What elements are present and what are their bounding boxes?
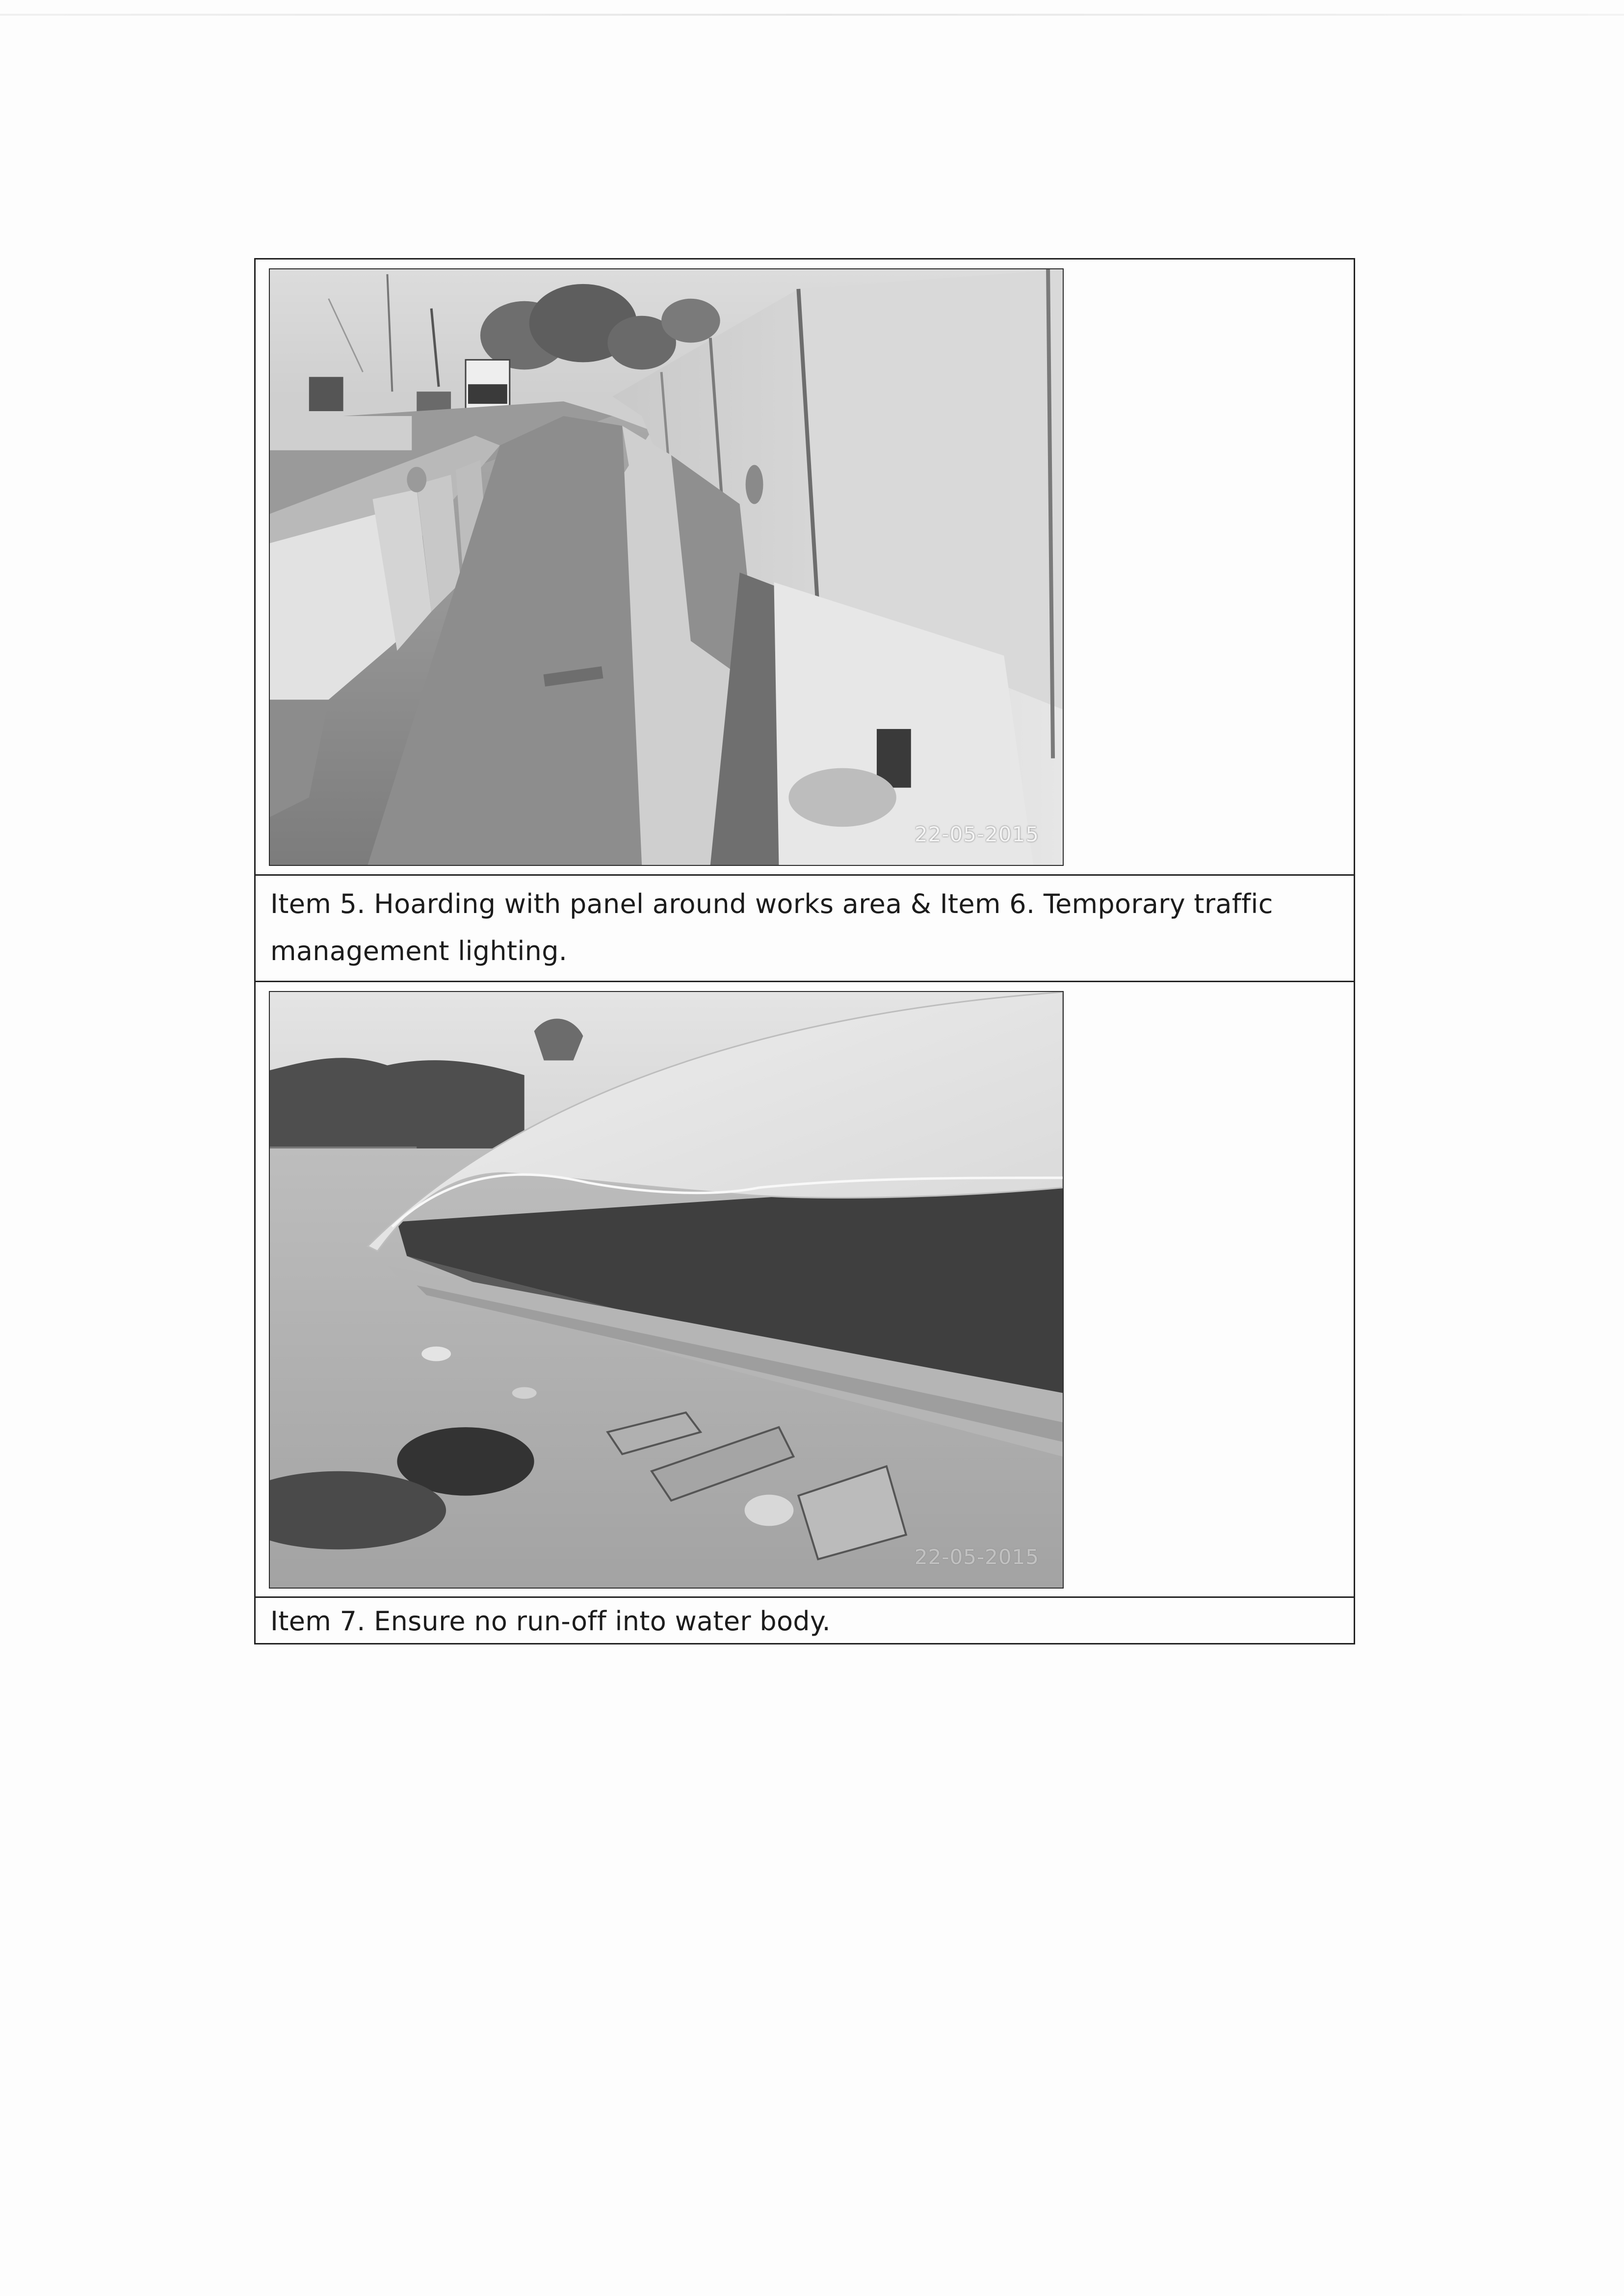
photo-caption-1: Item 5. Hoarding with panel around works area & Item 6. Temporary traffic management lighting. [255,875,1355,982]
caption-row-2 [255,1597,1355,1644]
photo-cell-1 [255,259,1355,875]
photo-hoarding-and-traffic-barriers [269,268,1064,866]
photo-caption-2: Item 7. Ensure no run-off into water body. [255,1597,1355,1644]
scan-edge-line [0,14,1624,16]
photo-row-1 [255,259,1355,875]
photo-cell-2 [255,982,1355,1597]
photo-record-table [254,258,1355,1644]
photo-slope-image [270,992,1063,1588]
photo-date-stamp: 22-05-2015 [914,1545,1039,1569]
photo-date-stamp: 22-05-2015 [914,822,1039,846]
photo-hoarding-image [270,269,1063,865]
photo-row-2 [255,982,1355,1597]
caption-row-1 [255,875,1355,982]
photo-covered-slope-drainage [269,991,1064,1589]
